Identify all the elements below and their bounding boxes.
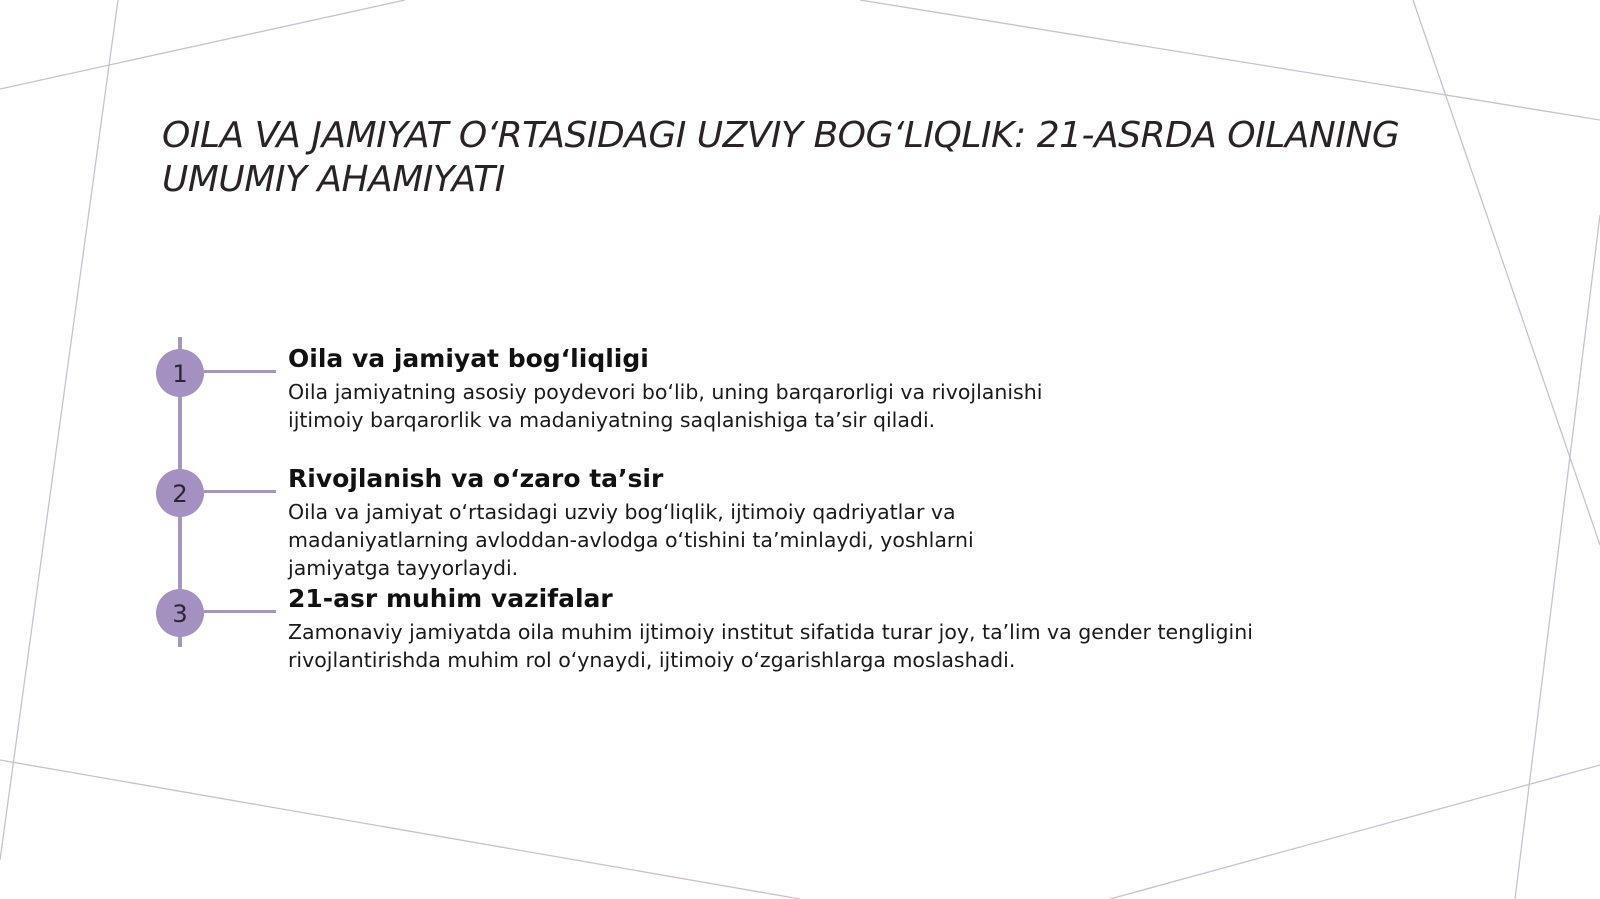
step-description-line: jamiyatga tayyorlaydi. [288,556,519,580]
step-description-line: Oila jamiyatning asosiy poydevori bo‘lib, uning barqarorligi va rivojlanishi [288,380,1043,404]
slide-title [162,114,1462,202]
step-connector-line [204,370,276,373]
step-connector-line [204,490,276,493]
step-description [288,498,974,582]
step-description-line: Oila va jamiyat o‘rtasidagi uzviy bog‘liqlik, ijtimoiy qadriyatlar va [288,500,956,524]
slide-title-line-2: UMUMIY AHAMIYATI [162,159,505,200]
step-number-badge: 1 [156,349,204,397]
step-description [288,378,1042,434]
step-number-badge: 3 [156,589,204,637]
step-title: Oila va jamiyat bog‘liqligi [288,344,649,373]
step-title: 21-asr muhim vazifalar [288,584,613,613]
step-connector-line [204,610,276,613]
step-description-line: rivojlantirishda muhim rol o‘ynaydi, ijtimoiy o‘zgarishlarga moslashadi. [288,648,1016,672]
step-description-line: ijtimoiy barqarorlik va madaniyatning saqlanishiga ta’sir qiladi. [288,408,936,432]
step-number-badge: 2 [156,469,204,517]
step-description-line: madaniyatlarning avloddan-avlodga o‘tishini ta’minlaydi, yoshlarni [288,528,974,552]
step-description-line: Zamonaviy jamiyatda oila muhim ijtimoiy institut sifatida turar joy, ta’lim va gender tengligini [288,620,1253,644]
step-title: Rivojlanish va o‘zaro ta’sir [288,464,664,493]
step-description [288,618,1253,674]
slide-title-line-1: OILA VA JAMIYAT O‘RTASIDAGI UZVIY BOG‘LIQLIK: 21-ASRDA OILANING [162,115,1400,156]
